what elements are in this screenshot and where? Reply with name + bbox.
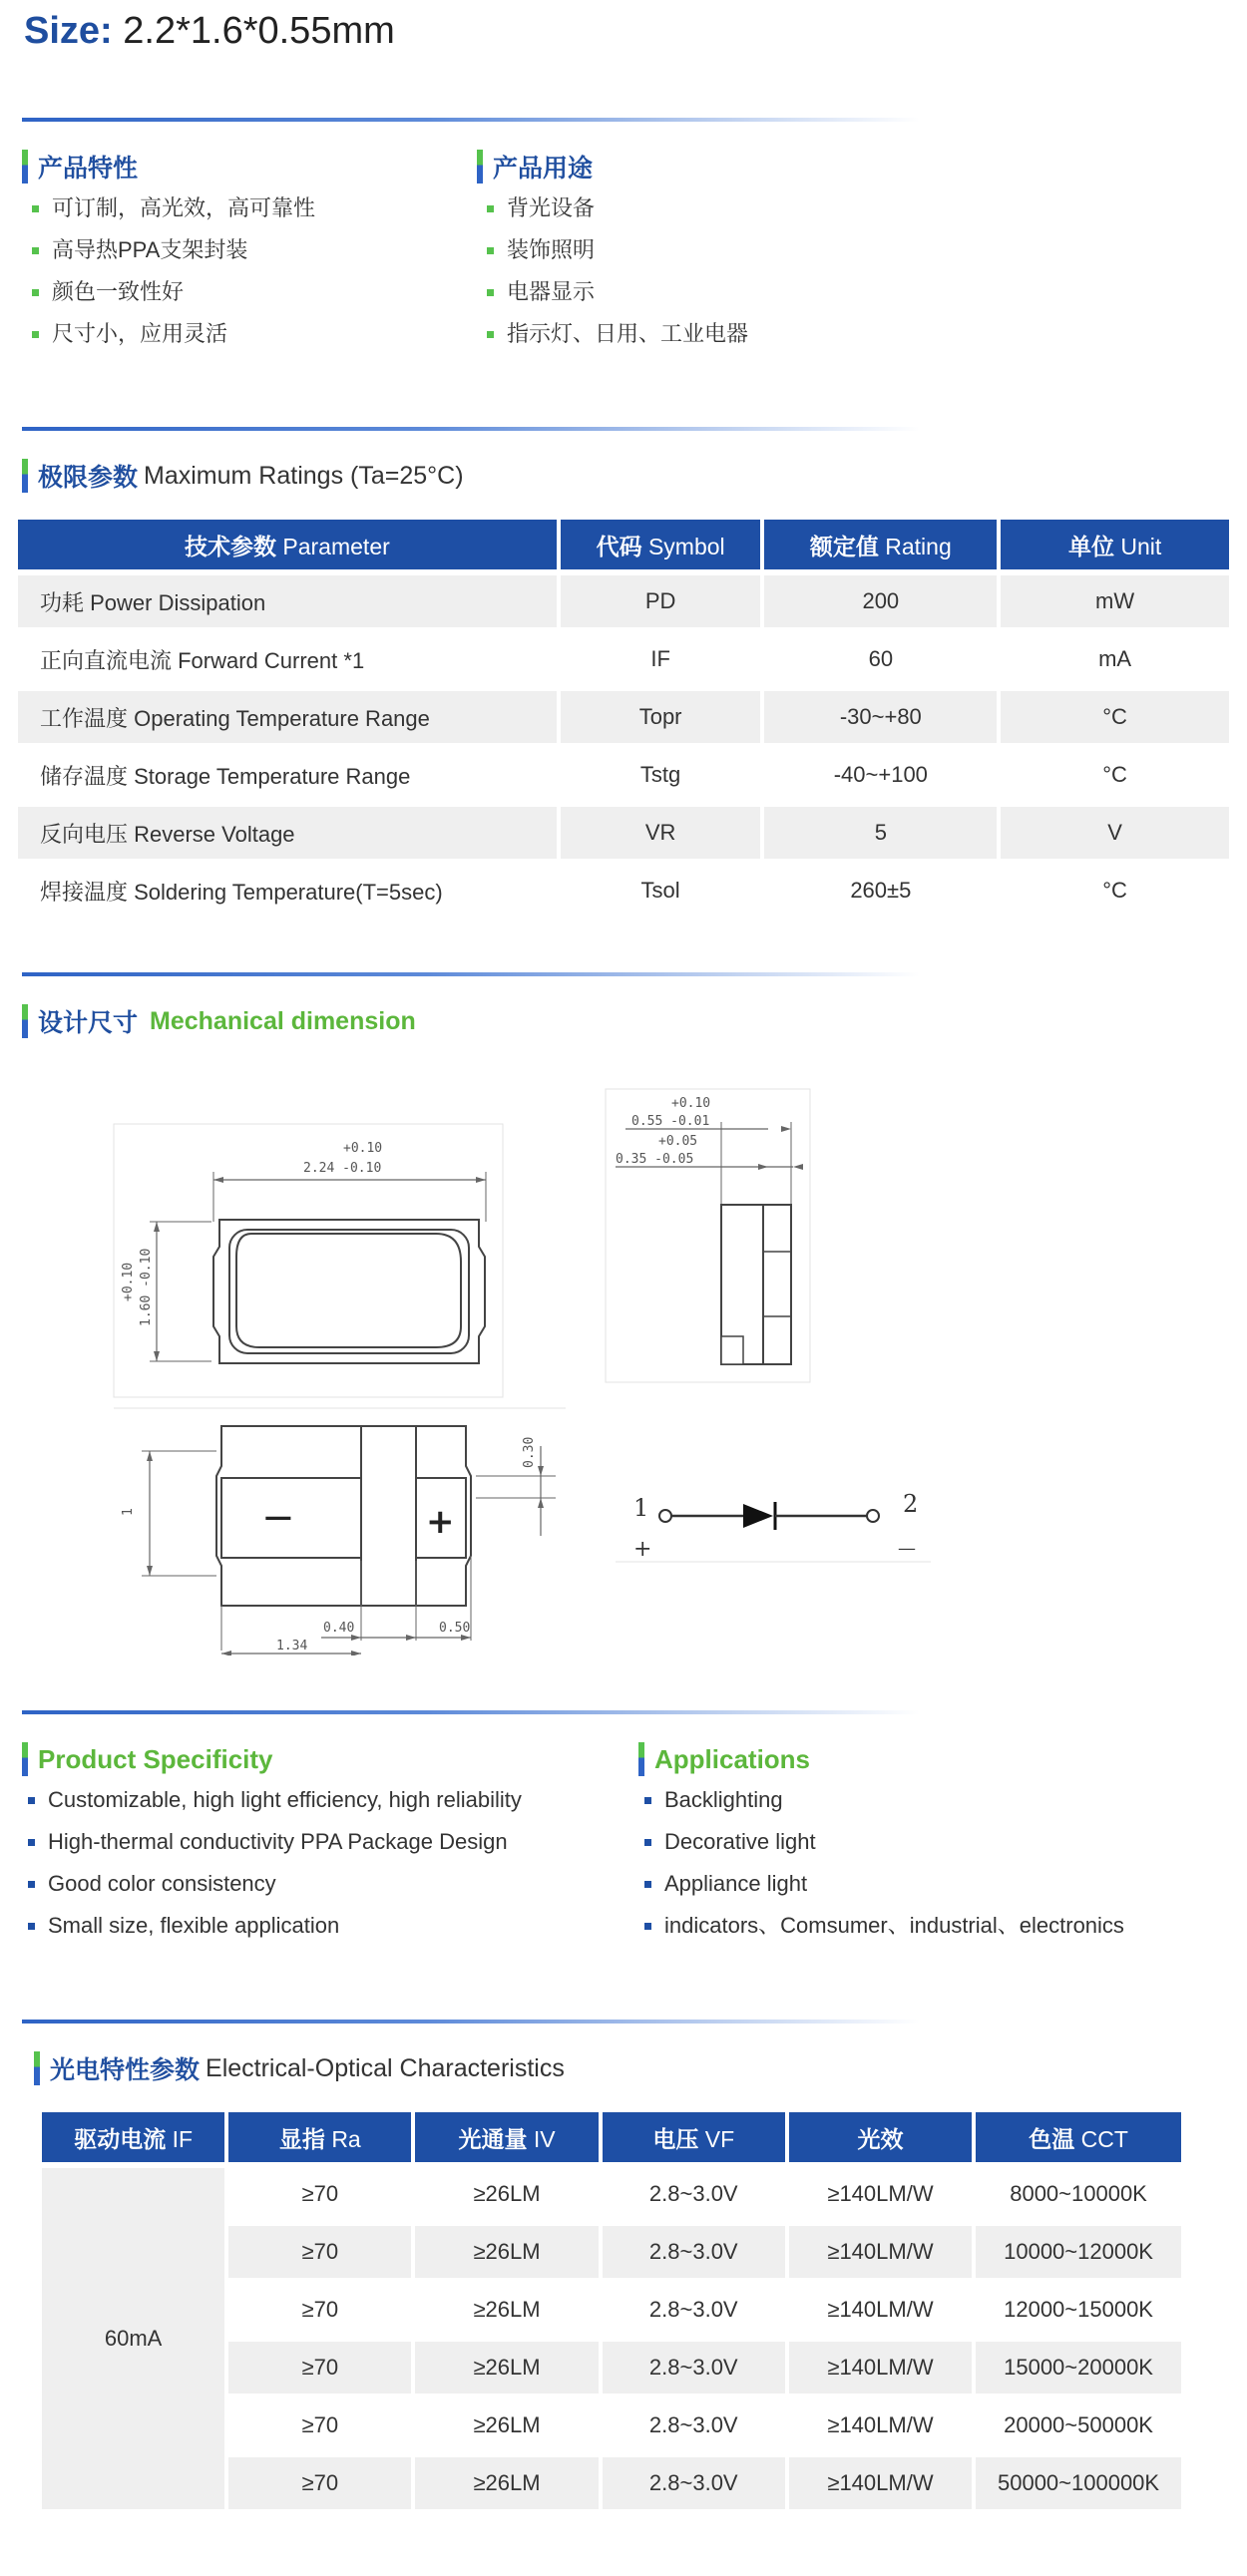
list-item-text: 可订制，高光效，高可靠性 xyxy=(52,195,316,220)
table-cell: 2.8~3.0V xyxy=(648,2181,738,2206)
dim-top-tolerance: +0.10 xyxy=(343,1141,383,1156)
heading-accent-bar xyxy=(22,459,28,493)
features-cn-heading xyxy=(22,148,138,185)
optical-heading xyxy=(34,2049,565,2087)
table-cell: °C xyxy=(1102,762,1127,787)
table-cell: -30~+80 xyxy=(764,691,997,743)
table-cell-current: 60mA xyxy=(42,2168,224,2509)
table-cell: 2.8~3.0V xyxy=(603,2342,785,2393)
table-cell: V xyxy=(1001,807,1229,859)
list-item xyxy=(32,313,315,355)
list-item-text: High-thermal conductivity PPA Package Design xyxy=(48,1829,508,1854)
optical-title-en: Electrical-Optical Characteristics xyxy=(206,2053,565,2082)
pin1-label: 1 xyxy=(633,1494,649,1522)
list-item-text: Small size, flexible application xyxy=(48,1913,340,1938)
list-item-text: Good color consistency xyxy=(48,1871,276,1896)
table-row xyxy=(18,865,1229,917)
col-header-iv: 光通量 IV xyxy=(415,2112,598,2162)
table-cell: ≥26LM xyxy=(473,2181,541,2206)
table-cell: °C xyxy=(1102,878,1127,903)
features-cn-list xyxy=(32,187,315,355)
table-cell: 20000~50000K xyxy=(1004,2412,1153,2437)
bullet-icon xyxy=(32,205,39,212)
dim-side-length: 1.60 -0.10 xyxy=(139,1248,154,1326)
size-label: Size: xyxy=(24,10,113,52)
table-cell: ≥26LM xyxy=(415,2342,598,2393)
list-item-text: indicators、Comsumer、industrial、electronics xyxy=(664,1913,1124,1938)
table-cell: 260±5 xyxy=(850,878,912,903)
size-line xyxy=(24,10,395,53)
table-cell: ≥70 xyxy=(228,2342,411,2393)
list-item-text: 装饰照明 xyxy=(507,237,596,262)
dim-pad-height: 0.30 xyxy=(522,1436,537,1468)
dim-pad-width: 0.50 xyxy=(439,1621,471,1636)
top-view-drawing xyxy=(112,1122,506,1401)
features-en-heading xyxy=(22,1740,273,1778)
table-cell: ≥70 xyxy=(228,2226,411,2278)
dim-side-tolerance-2: +0.05 xyxy=(658,1134,698,1149)
table-cell: 200 xyxy=(764,575,997,627)
dim-side-length-2: 0.35 -0.05 xyxy=(616,1152,694,1167)
list-item xyxy=(28,1905,522,1947)
bullet-icon xyxy=(28,1797,35,1804)
table-cell: 正向直流电流 Forward Current *1 xyxy=(40,647,365,673)
list-item xyxy=(487,187,748,229)
ratings-table xyxy=(14,514,1233,922)
list-item xyxy=(644,1779,1124,1821)
table-cell: ≥26LM xyxy=(415,2457,598,2509)
features-en-title: Product Specificity xyxy=(38,1743,273,1774)
bottom-view-drawing xyxy=(112,1406,571,1656)
table-row xyxy=(18,575,1229,627)
optical-title-cn: 光电特性参数 xyxy=(50,2056,201,2084)
mechanical-title-cn: 设计尺寸 xyxy=(38,1009,139,1037)
table-cell: mW xyxy=(1001,575,1229,627)
table-cell: 2.8~3.0V xyxy=(648,2412,738,2437)
table-cell: Tsol xyxy=(640,878,680,903)
dim-top-length: 2.24 -0.10 xyxy=(303,1161,382,1176)
list-item xyxy=(487,313,748,355)
list-item-text: 电器显示 xyxy=(507,279,596,304)
apps-en-title: Applications xyxy=(654,1743,811,1774)
heading-accent-bar xyxy=(22,150,28,184)
pin2-label: 2 xyxy=(903,1490,919,1518)
diode-symbol-drawing xyxy=(614,1486,933,1566)
table-cell: 2.8~3.0V xyxy=(603,2226,785,2278)
table-cell: Topr xyxy=(561,691,761,743)
section-divider xyxy=(22,972,920,976)
table-cell: ≥70 xyxy=(301,2181,339,2206)
table-cell: 反向电压 Reverse Voltage xyxy=(18,807,557,859)
list-item-text: Backlighting xyxy=(664,1787,783,1812)
table-cell: ≥140LM/W xyxy=(789,2342,972,2393)
bullet-icon xyxy=(487,247,494,254)
list-item-text: 颜色一致性好 xyxy=(52,279,185,304)
list-item xyxy=(28,1821,522,1863)
list-item-text: 背光设备 xyxy=(507,195,596,220)
bullet-icon xyxy=(487,205,494,212)
table-cell: ≥140LM/W xyxy=(789,2226,972,2278)
table-cell: °C xyxy=(1001,691,1229,743)
ratings-title-en: Maximum Ratings (Ta=25°C) xyxy=(144,461,464,490)
table-cell: ≥26LM xyxy=(473,2297,541,2322)
uses-cn-title: 产品用途 xyxy=(493,155,594,183)
bullet-icon xyxy=(28,1881,35,1888)
bullet-icon xyxy=(644,1839,651,1846)
heading-accent-bar xyxy=(477,150,483,184)
table-cell: 5 xyxy=(764,807,997,859)
bullet-icon xyxy=(644,1881,651,1888)
table-header-row xyxy=(18,520,1229,569)
table-cell: 15000~20000K xyxy=(976,2342,1181,2393)
apps-en-list xyxy=(644,1779,1124,1947)
table-cell: ≥70 xyxy=(301,2297,339,2322)
bullet-icon xyxy=(644,1923,651,1930)
bullet-icon xyxy=(28,1839,35,1846)
optical-table xyxy=(38,2106,1185,2515)
table-cell: 50000~100000K xyxy=(976,2457,1181,2509)
list-item-text: 高导热PPA支架封装 xyxy=(52,237,248,262)
plus-pad-label: + xyxy=(426,1502,455,1542)
uses-cn-heading xyxy=(477,148,593,185)
list-item xyxy=(32,271,315,313)
table-cell: Tstg xyxy=(639,762,681,787)
table-header-row xyxy=(42,2112,1181,2162)
table-cell: 2.8~3.0V xyxy=(648,2297,738,2322)
uses-cn-list xyxy=(487,187,748,355)
col-header-rating: 额定值 Rating xyxy=(764,520,997,569)
table-cell: ≥140LM/W xyxy=(827,2297,934,2322)
table-cell: ≥70 xyxy=(228,2457,411,2509)
table-cell: 60 xyxy=(868,646,894,671)
list-item xyxy=(28,1779,522,1821)
table-cell: ≥26LM xyxy=(415,2226,598,2278)
col-header-cct: 色温 CCT xyxy=(976,2112,1181,2162)
table-cell: 储存温度 Storage Temperature Range xyxy=(40,763,411,789)
table-cell: PD xyxy=(561,575,761,627)
list-item-text: Customizable, high light efficiency, high reliability xyxy=(48,1787,522,1812)
mechanical-heading xyxy=(22,1002,416,1040)
list-item xyxy=(28,1863,522,1905)
table-cell: VR xyxy=(561,807,761,859)
bullet-icon xyxy=(28,1923,35,1930)
list-item xyxy=(644,1863,1124,1905)
apps-en-heading xyxy=(638,1740,810,1778)
bullet-icon xyxy=(487,331,494,338)
list-item-text: Decorative light xyxy=(664,1829,816,1854)
table-cell: ≥26LM xyxy=(473,2412,541,2437)
col-header-symbol: 代码 Symbol xyxy=(561,520,761,569)
list-item xyxy=(487,271,748,313)
heading-accent-bar xyxy=(638,1742,644,1776)
table-row xyxy=(18,691,1229,743)
table-cell: 8000~10000K xyxy=(1010,2181,1147,2206)
table-cell: ≥70 xyxy=(301,2412,339,2437)
section-divider xyxy=(22,2020,920,2024)
side-view-drawing xyxy=(604,1087,813,1386)
bullet-icon xyxy=(487,289,494,296)
pin2-sign: — xyxy=(898,1538,916,1559)
col-header-unit: 单位 Unit xyxy=(1001,520,1229,569)
table-cell: ≥140LM/W xyxy=(827,2181,934,2206)
dim-pad-total-height: 1 xyxy=(121,1508,136,1516)
table-cell: mA xyxy=(1098,646,1132,671)
dim-pad-length: 1.34 xyxy=(276,1639,308,1654)
bullet-icon xyxy=(32,247,39,254)
table-cell: -40~+100 xyxy=(833,762,928,787)
dim-pad-gap: 0.40 xyxy=(323,1621,355,1636)
dim-side-length-1: 0.55 -0.01 xyxy=(631,1114,710,1129)
list-item xyxy=(644,1905,1124,1947)
section-divider xyxy=(22,1710,920,1714)
col-header-vf: 电压 VF xyxy=(603,2112,785,2162)
dim-side-tolerance: +0.10 xyxy=(121,1262,136,1301)
table-cell: ≥140LM/W xyxy=(789,2457,972,2509)
heading-accent-bar xyxy=(22,1004,28,1038)
ratings-title-cn: 极限参数 xyxy=(38,464,139,492)
heading-accent-bar xyxy=(22,1742,28,1776)
bullet-icon xyxy=(32,289,39,296)
table-row xyxy=(18,633,1229,685)
col-header-ra: 显指 Ra xyxy=(228,2112,411,2162)
list-item xyxy=(32,187,315,229)
table-cell: IF xyxy=(650,646,670,671)
minus-pad-label: − xyxy=(261,1495,295,1541)
list-item-text: Appliance light xyxy=(664,1871,808,1896)
list-item xyxy=(32,229,315,271)
table-row xyxy=(42,2168,1181,2220)
col-header-parameter: 技术参数 Parameter xyxy=(18,520,557,569)
table-cell: 10000~12000K xyxy=(976,2226,1181,2278)
col-header-current: 驱动电流 IF xyxy=(42,2112,224,2162)
list-item-text: 指示灯、日用、工业电器 xyxy=(507,321,749,346)
section-divider xyxy=(22,118,920,122)
features-en-list xyxy=(28,1779,522,1947)
table-cell: 功耗 Power Dissipation xyxy=(18,575,557,627)
pin1-sign: + xyxy=(633,1537,652,1562)
size-value: 2.2*1.6*0.55mm xyxy=(123,10,395,52)
table-cell: ≥140LM/W xyxy=(827,2412,934,2437)
table-row xyxy=(18,807,1229,859)
table-row xyxy=(18,749,1229,801)
col-header-efficacy: 光效 xyxy=(789,2112,972,2162)
section-divider xyxy=(22,427,920,431)
list-item xyxy=(487,229,748,271)
bullet-icon xyxy=(644,1797,651,1804)
table-cell: 工作温度 Operating Temperature Range xyxy=(18,691,557,743)
table-cell: 2.8~3.0V xyxy=(603,2457,785,2509)
heading-accent-bar xyxy=(34,2051,40,2085)
bullet-icon xyxy=(32,331,39,338)
mechanical-title-en: Mechanical dimension xyxy=(150,1006,416,1035)
features-cn-title: 产品特性 xyxy=(38,155,139,183)
table-cell: 焊接温度 Soldering Temperature(T=5sec) xyxy=(40,879,443,905)
list-item-text: 尺寸小，应用灵活 xyxy=(52,321,228,346)
ratings-heading xyxy=(22,457,464,495)
list-item xyxy=(644,1821,1124,1863)
dim-side-tolerance-1: +0.10 xyxy=(671,1096,711,1111)
table-cell: 12000~15000K xyxy=(1004,2297,1153,2322)
